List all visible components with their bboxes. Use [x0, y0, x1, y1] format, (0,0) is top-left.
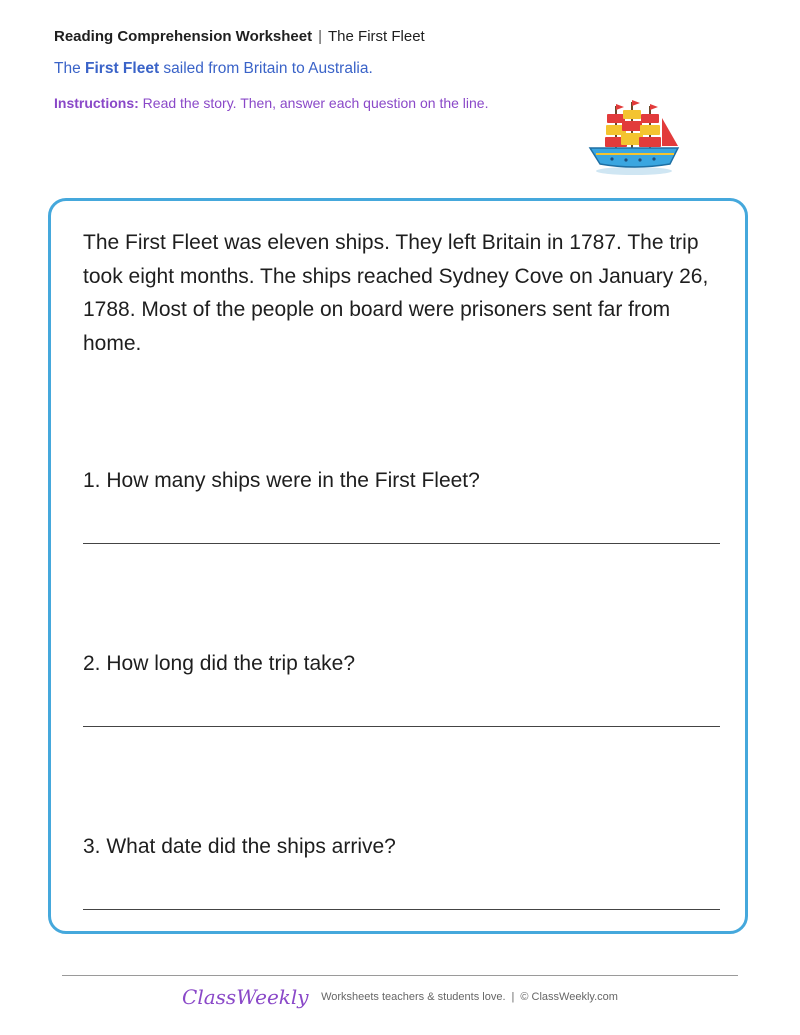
tagline-text: Worksheets teachers & students love. — [321, 991, 506, 1003]
copyright-text: © ClassWeekly.com — [520, 991, 618, 1003]
footer-tagline — [321, 991, 618, 1003]
answer-line-2[interactable] — [83, 726, 720, 727]
footer-divider — [62, 975, 738, 976]
subtitle-topic: First Fleet — [85, 60, 160, 77]
subtitle — [54, 60, 373, 78]
answer-line-1[interactable] — [83, 543, 720, 544]
question-1: 1. How many ships were in the First Fleet? — [83, 469, 480, 492]
question-3: 3. What date did the ships arrive? — [83, 835, 396, 858]
worksheet-header — [54, 28, 425, 45]
worksheet-title: Reading Comprehension Worksheet — [54, 28, 313, 45]
footer-separator: | — [511, 991, 515, 1003]
question-2: 2. How long did the trip take? — [83, 652, 355, 675]
instructions-text: Read the story. Then, answer each question on the line. — [142, 95, 489, 111]
answer-line-3[interactable] — [83, 909, 720, 910]
instructions — [54, 93, 494, 114]
subtitle-suffix: sailed from Britain to Australia. — [163, 60, 373, 77]
header-separator: | — [318, 28, 323, 45]
brand-logo: ClassWeekly — [182, 985, 309, 1009]
sailing-ship-icon — [582, 96, 690, 178]
topic-title: The First Fleet — [328, 28, 425, 45]
subtitle-prefix: The — [54, 60, 81, 77]
story-passage: The First Fleet was eleven ships. They left Britain in 1787. The trip took eight months. The ships reached Sydney Cove on January 26, 1788. Most of the people on board were prisoners sent far from home. — [83, 231, 709, 355]
instructions-label: Instructions: — [54, 95, 139, 111]
reading-card — [48, 198, 748, 934]
footer — [0, 985, 800, 1009]
